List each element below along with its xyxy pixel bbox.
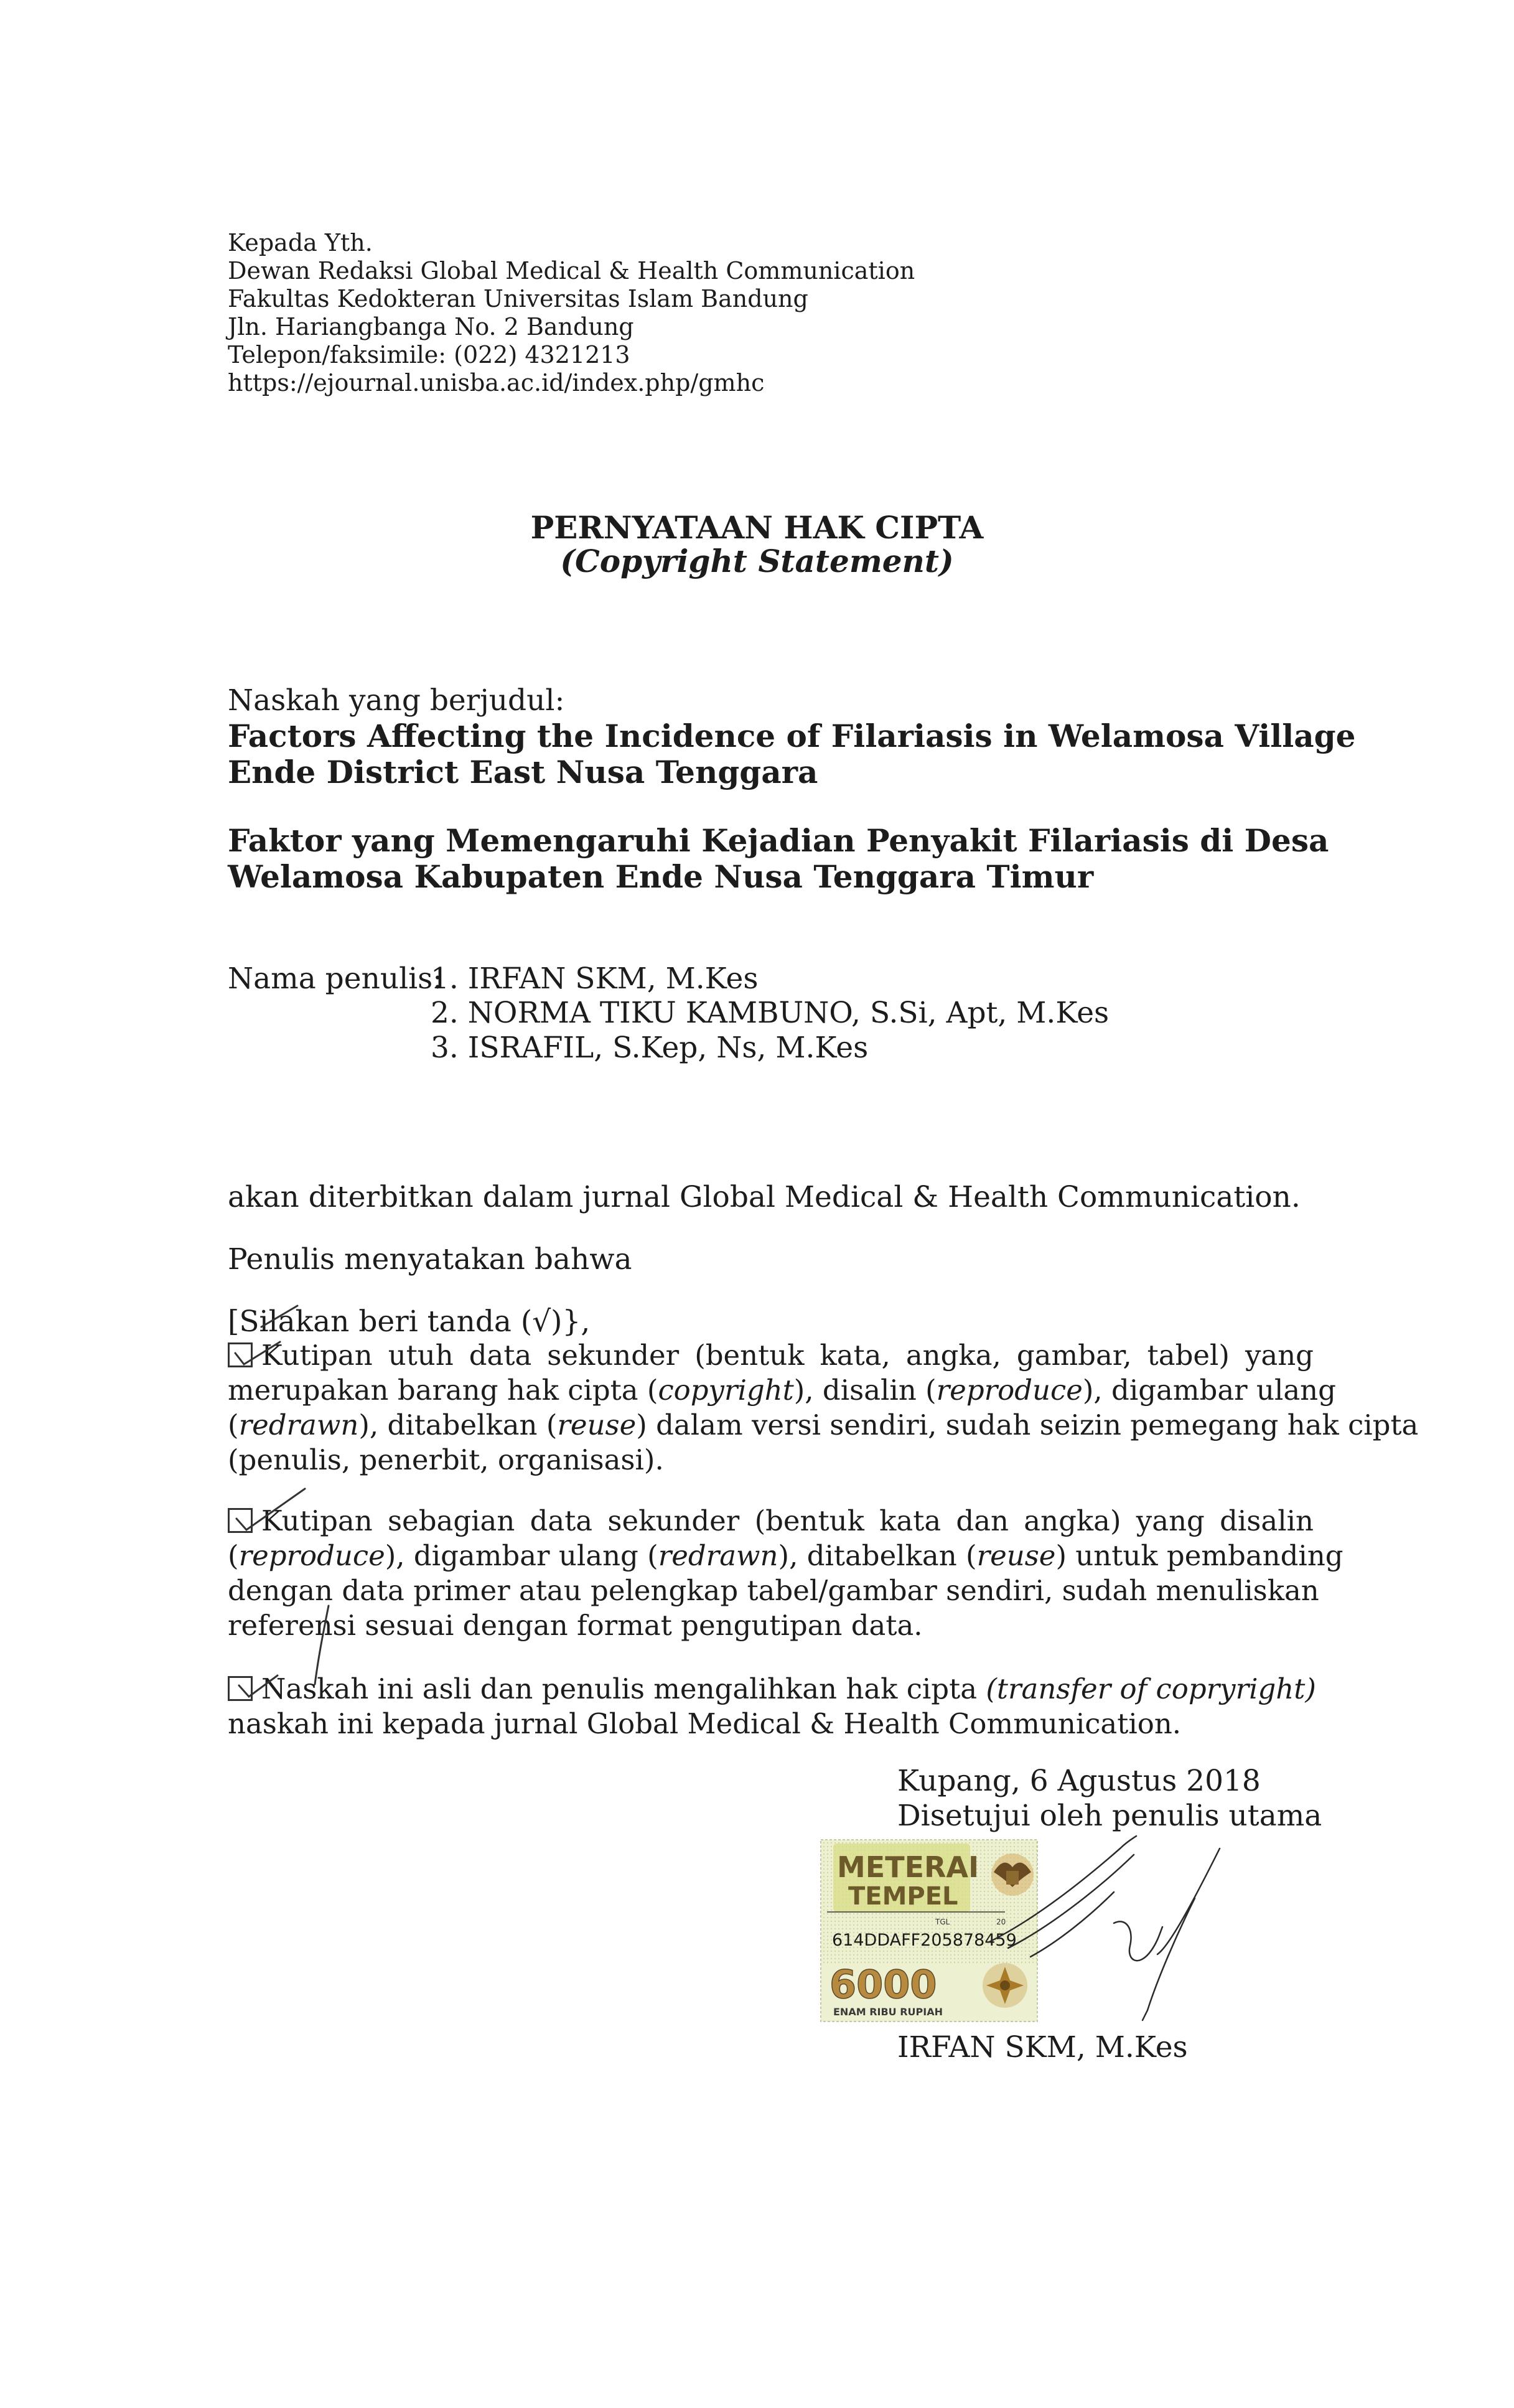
statement-2-line4: referensi sesuai dengan format pengutipan data.: [228, 1609, 923, 1642]
stamp-line2: TEMPEL: [848, 1882, 958, 1911]
publish-statement: akan diterbitkan dalam jurnal Global Medical & Health Communication.: [228, 1180, 1301, 1214]
stamp-year-prefix: 20: [996, 1918, 1006, 1926]
recipient-board: Dewan Redaksi Global Medical & Health Communication: [228, 257, 915, 284]
handwritten-signature: [971, 1824, 1232, 2023]
author-item: 3. ISRAFIL, S.Kep, Ns, M.Kes: [431, 1031, 869, 1065]
declare-statement: Penulis menyatakan bahwa: [228, 1242, 632, 1277]
stamp-line1: METERAI: [837, 1850, 979, 1884]
statement-2-line1: Kutipan sebagian data sekunder (bentuk kata dan angka) yang disalin: [228, 1504, 1314, 1539]
authors-label: Nama penulis:: [228, 962, 443, 996]
document-title: PERNYATAAN HAK CIPTA: [530, 509, 984, 546]
manuscript-title-id-line2: Welamosa Kabupaten Ende Nusa Tenggara Timur: [228, 858, 1094, 895]
stamp-serial: 614DDAFF205878459: [832, 1931, 1017, 1950]
statement-1-line3: (redrawn), ditabelkan (reuse) dalam versi sendiri, sudah seizin pemegang hak cipta: [228, 1408, 1419, 1441]
stamp-tgl: TGL: [935, 1918, 950, 1926]
place-date: Kupang, 6 Agustus 2018: [897, 1764, 1261, 1798]
recipient-faculty: Fakultas Kedokteran Universitas Islam Bandung: [228, 285, 808, 312]
statement-2-line2: (reproduce), digambar ulang (redrawn), ditabelkan (reuse) untuk pembanding: [228, 1539, 1343, 1572]
recipient-address: Jln. Hariangbanga No. 2 Bandung: [228, 313, 634, 340]
stamp-value: 6000: [829, 1962, 937, 2007]
manuscript-title-id-line1: Faktor yang Memengaruhi Kejadian Penyakit Filariasis di Desa: [228, 822, 1329, 859]
recipient-url: https://ejournal.unisba.ac.id/index.php/gmhc: [228, 369, 765, 396]
statement-3-line2: naskah ini kepada jurnal Global Medical & Health Communication.: [228, 1707, 1182, 1740]
statement-1-line1: Kutipan utuh data sekunder (bentuk kata, angka, gambar, tabel) yang: [228, 1338, 1314, 1373]
document-subtitle: (Copyright Statement): [560, 543, 954, 579]
recipient-phone: Telepon/faksimile: (022) 4321213: [228, 341, 630, 368]
statement-1-line4: (penulis, penerbit, organisasi).: [228, 1443, 664, 1476]
statement-2-line3: dengan data primer atau pelengkap tabel/gambar sendiri, sudah menuliskan: [228, 1574, 1319, 1607]
statement-3-line1: Naskah ini asli dan penulis mengalihkan hak cipta (transfer of copryright): [228, 1672, 1314, 1707]
manuscript-label: Naskah yang berjudul:: [228, 683, 565, 718]
stamp-words: ENAM RIBU RUPIAH: [833, 2006, 943, 2018]
manuscript-title-en-line2: Ende District East Nusa Tenggara: [228, 754, 818, 790]
recipient-greeting: Kepada Yth.: [228, 229, 373, 256]
manuscript-title-en-line1: Factors Affecting the Incidence of Filariasis in Welamosa Village: [228, 718, 1356, 754]
statement-1-line2: merupakan barang hak cipta (copyright), disalin (reproduce), digambar ulang: [228, 1374, 1336, 1407]
author-item: 1. IRFAN SKM, M.Kes: [431, 962, 759, 996]
author-item: 2. NORMA TIKU KAMBUNO, S.Si, Apt, M.Kes: [431, 996, 1110, 1030]
approval-text: Disetujui oleh penulis utama: [897, 1799, 1322, 1833]
instruction-text: [Silakan beri tanda (√)},: [228, 1305, 591, 1339]
signer-name: IRFAN SKM, M.Kes: [897, 2030, 1188, 2064]
